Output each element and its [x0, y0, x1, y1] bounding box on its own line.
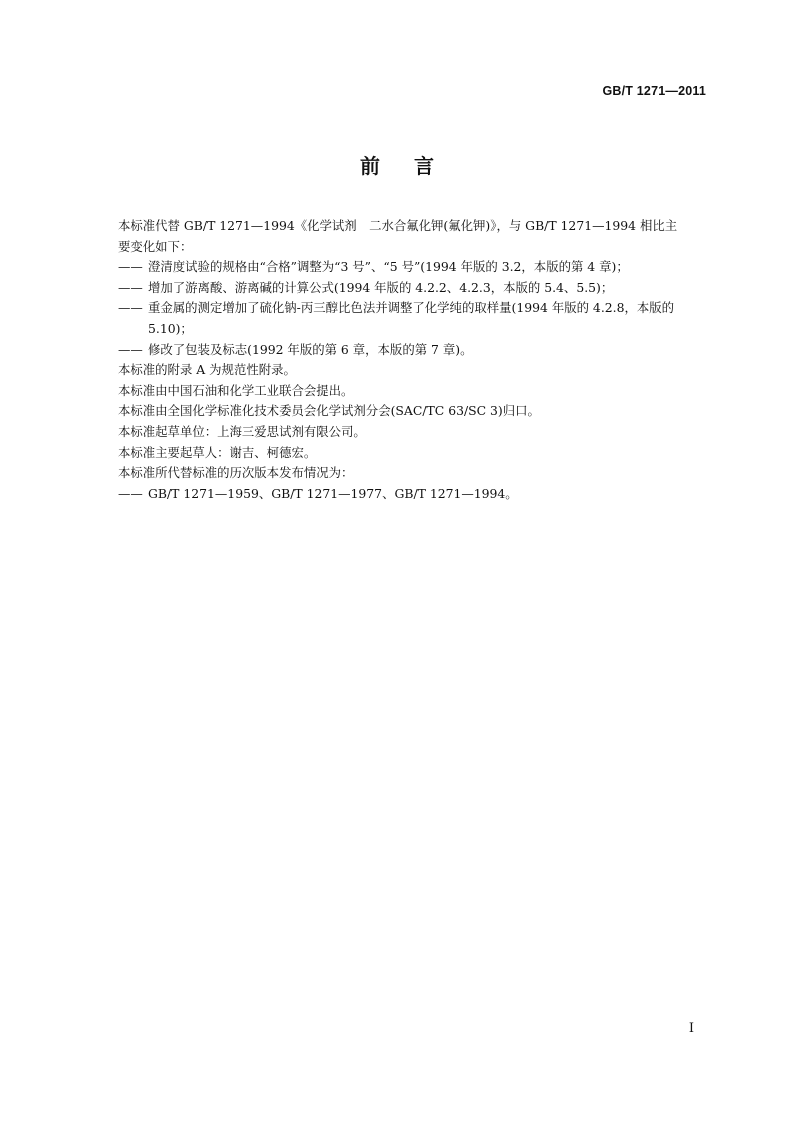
dash-mark: —— [118, 279, 143, 295]
statement-committee: 本标准由全国化学标准化技术委员会化学试剂分会(SAC/TC 63/SC 3)归口。 [118, 403, 540, 419]
intro-paragraph [118, 216, 708, 257]
history-item [118, 484, 708, 505]
intro-line-1: 本标准代替 GB/T 1271—1994《化学试剂 二水合氟化钾(氟化钾)》，与 GB/T 1271—1994 相比主 [118, 218, 678, 233]
foreword-body [118, 216, 708, 504]
change-item [118, 257, 708, 278]
statement-drafters: 本标准主要起草人：谢吉、柯德宏。 [118, 444, 317, 460]
dash-mark: —— [118, 300, 143, 316]
statement-history: 本标准所代替标准的历次版本发布情况为： [118, 465, 354, 481]
change-item [118, 278, 708, 299]
change-text: 重金属的测定增加了硫化钠-丙三醇比色法并调整了化学纯的取样量(1994 年版的 4.2.8，本版的 5.10)； [148, 300, 675, 336]
change-item [118, 298, 708, 339]
statement-proposer: 本标准由中国石油和化学工业联合会提出。 [118, 382, 354, 398]
standard-code: GB/T 1271—2011 [602, 84, 706, 98]
change-text: 增加了游离酸、游离碱的计算公式(1994 年版的 4.2.2、4.2.3，本版的 5.4、5.5)； [148, 279, 614, 295]
history-text: GB/T 1271—1959、GB/T 1271—1977、GB/T 1271—1994。 [148, 485, 518, 501]
dash-mark: —— [118, 341, 143, 357]
dash-mark: —— [118, 259, 143, 275]
statement-annex: 本标准的附录 A 为规范性附录。 [118, 362, 296, 378]
dash-mark: —— [118, 485, 143, 501]
statement-drafting-unit: 本标准起草单位：上海三爱思试剂有限公司。 [118, 423, 366, 439]
page-title: 前言 [360, 154, 468, 178]
intro-line-2: 要变化如下： [118, 238, 193, 254]
page-number: I [688, 1021, 694, 1036]
change-text: 澄清度试验的规格由“合格”调整为“3 号”、“5 号”(1994 年版的 3.2，本版的第 4 章)； [148, 259, 629, 275]
change-item [118, 340, 708, 361]
change-text: 修改了包装及标志(1992 年版的第 6 章，本版的第 7 章)。 [148, 341, 473, 357]
